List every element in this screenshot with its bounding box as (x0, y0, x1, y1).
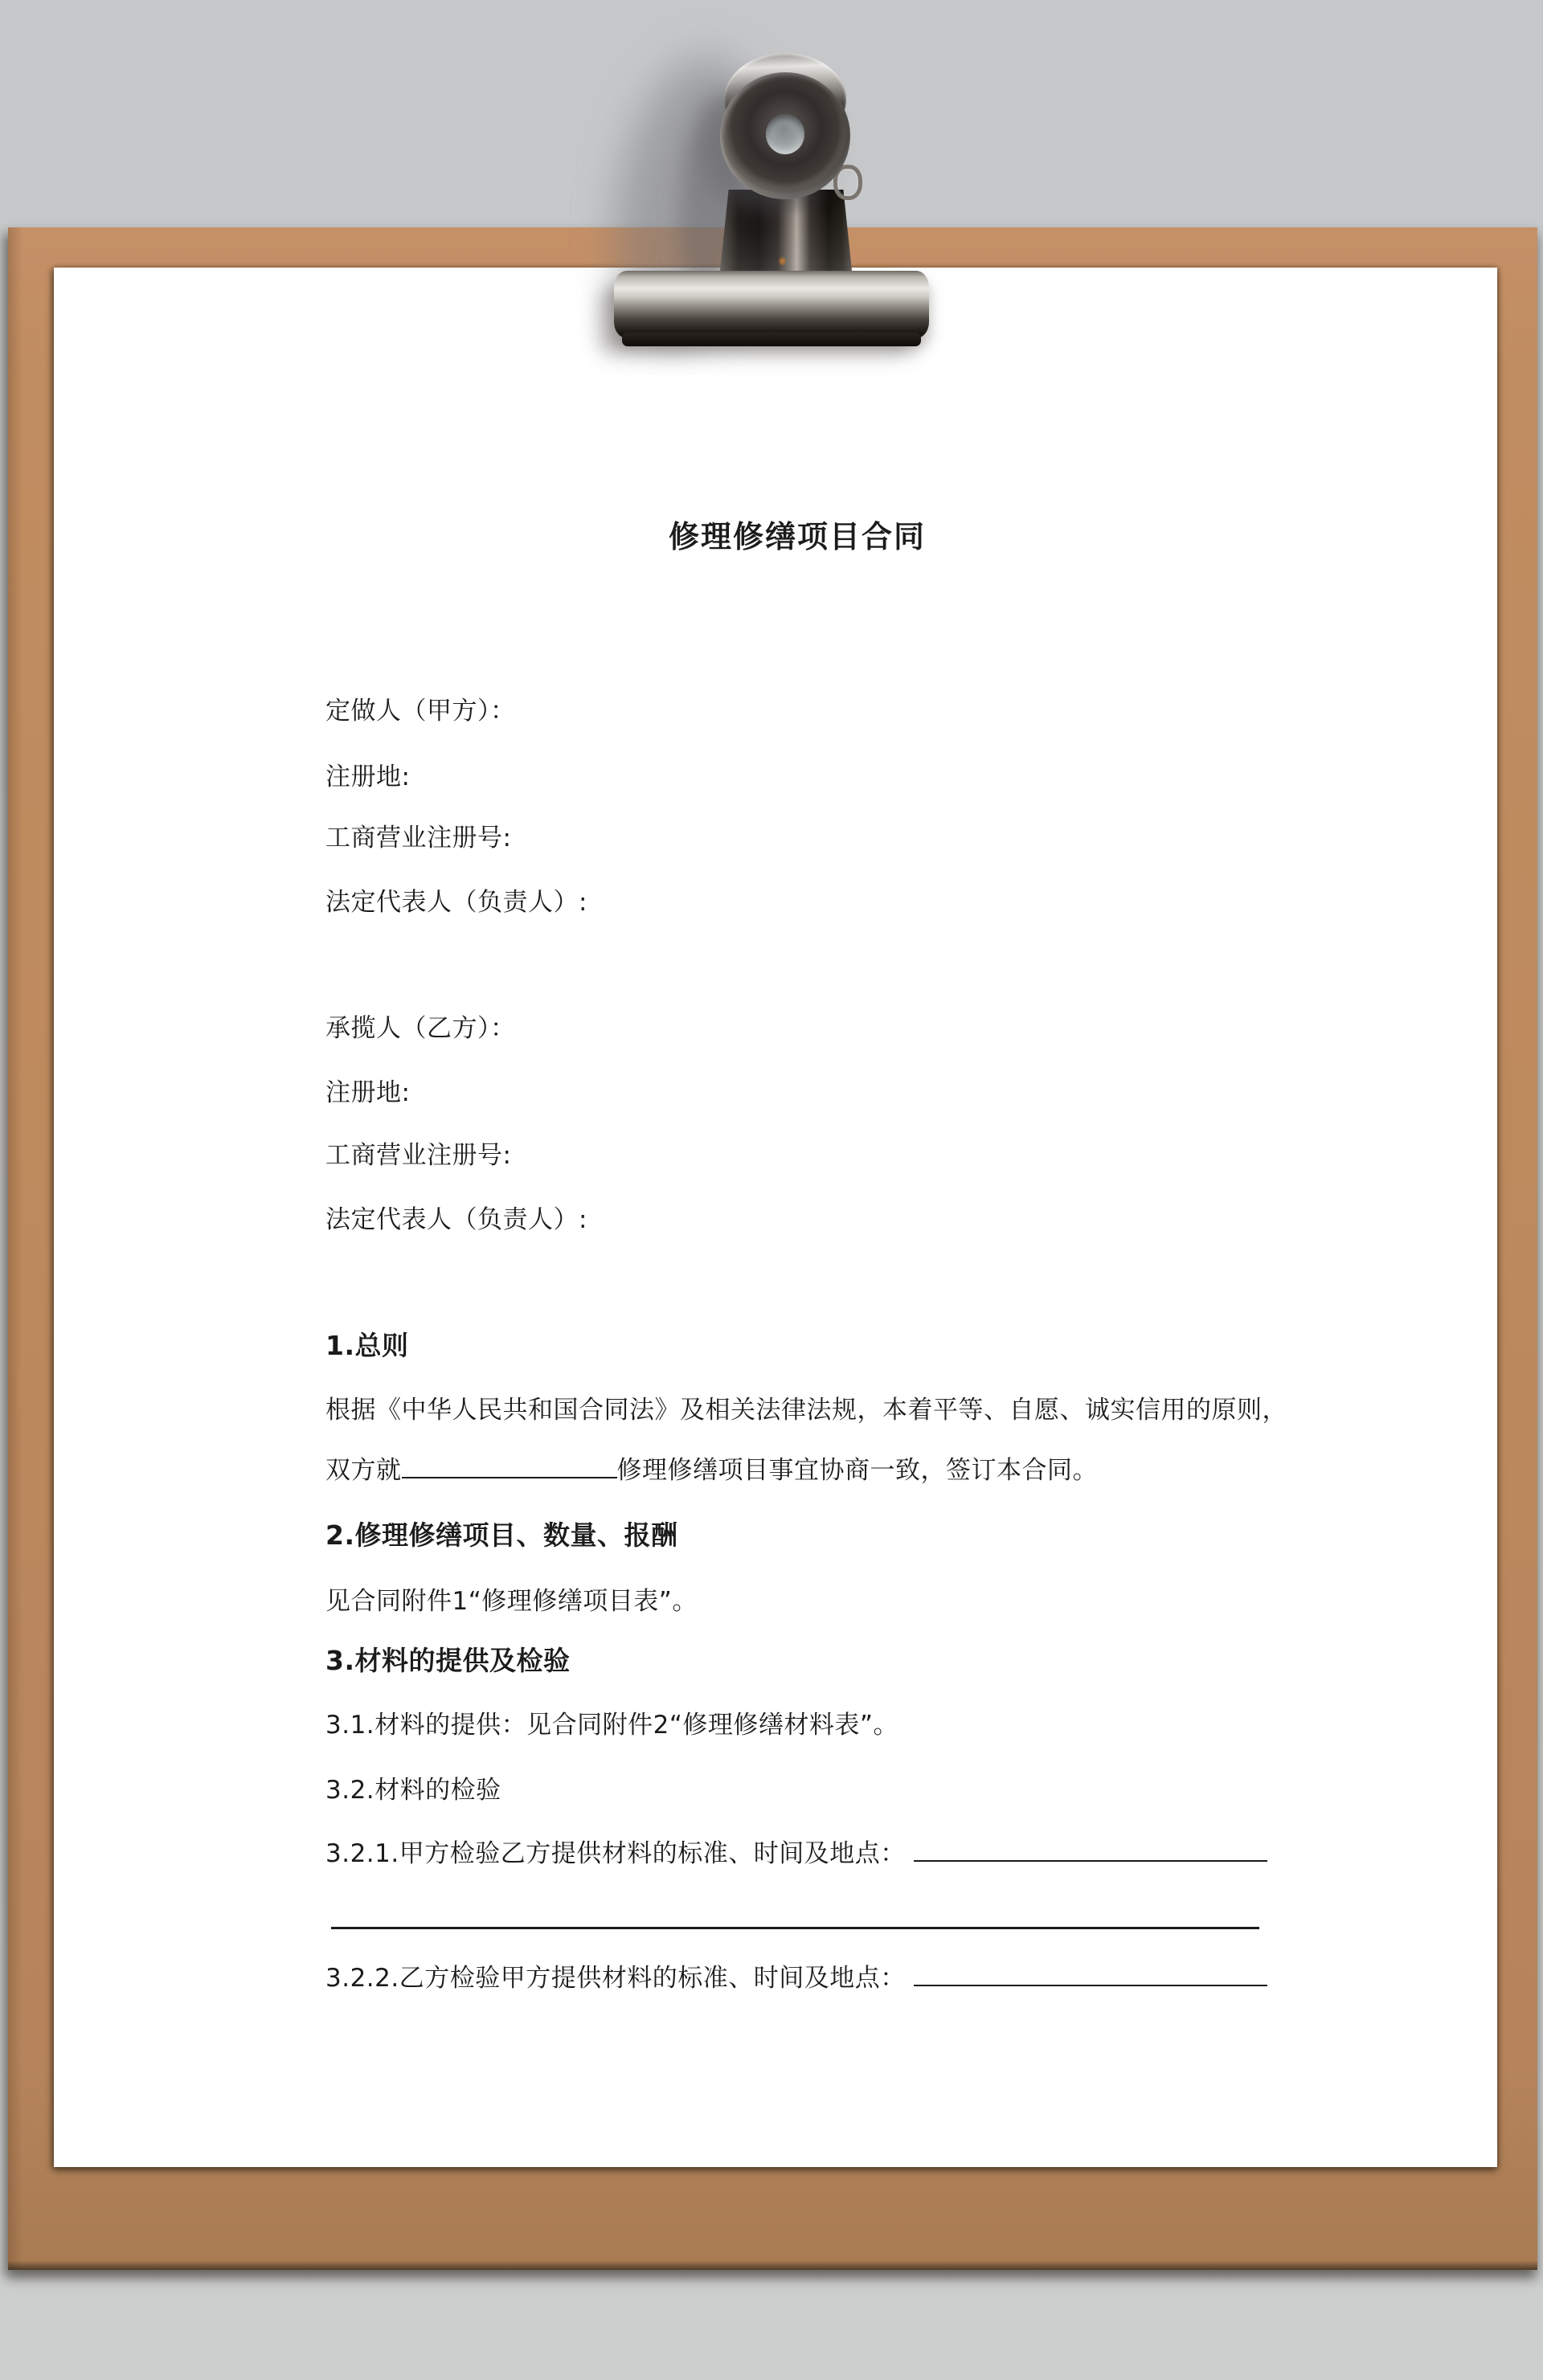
blank-underline (914, 1978, 1267, 1986)
section-3-2-1-text: 3.2.1.甲方检验乙方提供材料的标准、时间及地点： (325, 1839, 906, 1868)
party-a-regno-line: 工商营业注册号: (325, 824, 512, 853)
party-b-name-line: 承揽人（乙方）： (325, 1014, 516, 1043)
clip-crossbar (614, 271, 929, 338)
clip-glint (779, 256, 786, 267)
section-3-heading: 3.材料的提供及检验 (325, 1645, 571, 1676)
contract-paper (54, 268, 1497, 2167)
section-3-2-paragraph: 3.2.材料的检验 (325, 1776, 501, 1805)
blank-underline (402, 1470, 617, 1478)
party-a-name-line: 定做人（甲方）： (325, 697, 516, 726)
party-a-address-line: 注册地: (325, 763, 411, 791)
section-3-2-1-paragraph (325, 1836, 1267, 1871)
clip-neck (719, 190, 853, 278)
section-3-1-paragraph: 3.1.材料的提供：见合同附件2“修理修缮材料表”。 (325, 1711, 898, 1740)
contract-title: 修理修缮项目合同 (668, 519, 926, 554)
continuation-blank-line (331, 1927, 1259, 1929)
clip-crossbar-underside (622, 333, 921, 346)
fill-prefix-text: 双方就 (325, 1456, 402, 1485)
section-2-paragraph: 见合同附件1“修理修缮项目表”。 (325, 1587, 698, 1616)
party-b-rep-line: 法定代表人（负责人）: (325, 1205, 587, 1234)
fill-suffix-text: 修理修缮项目事宜协商一致，签订本合同。 (616, 1456, 1098, 1485)
clipboard-left-shade (8, 227, 23, 2270)
section-3-2-2-text: 3.2.2.乙方检验甲方提供材料的标准、时间及地点： (325, 1964, 906, 1993)
party-b-address-line: 注册地: (325, 1078, 411, 1107)
section-1-fill-line (325, 1453, 1098, 1488)
clip-hole (766, 114, 804, 154)
section-1-heading: 1.总则 (325, 1330, 409, 1361)
blank-underline (914, 1854, 1267, 1862)
section-2-heading: 2.修理修缮项目、数量、报酬 (325, 1519, 678, 1551)
party-b-regno-line: 工商营业注册号: (325, 1141, 512, 1170)
party-a-rep-line: 法定代表人（负责人）: (325, 888, 587, 917)
clipboard-bottom-edge (8, 2260, 1537, 2270)
section-1-paragraph: 根据《中华人民共和国合同法》及相关法律法规，本着平等、自愿、诚实信用的原则， (325, 1396, 1287, 1425)
section-3-2-2-paragraph (325, 1961, 1267, 1996)
